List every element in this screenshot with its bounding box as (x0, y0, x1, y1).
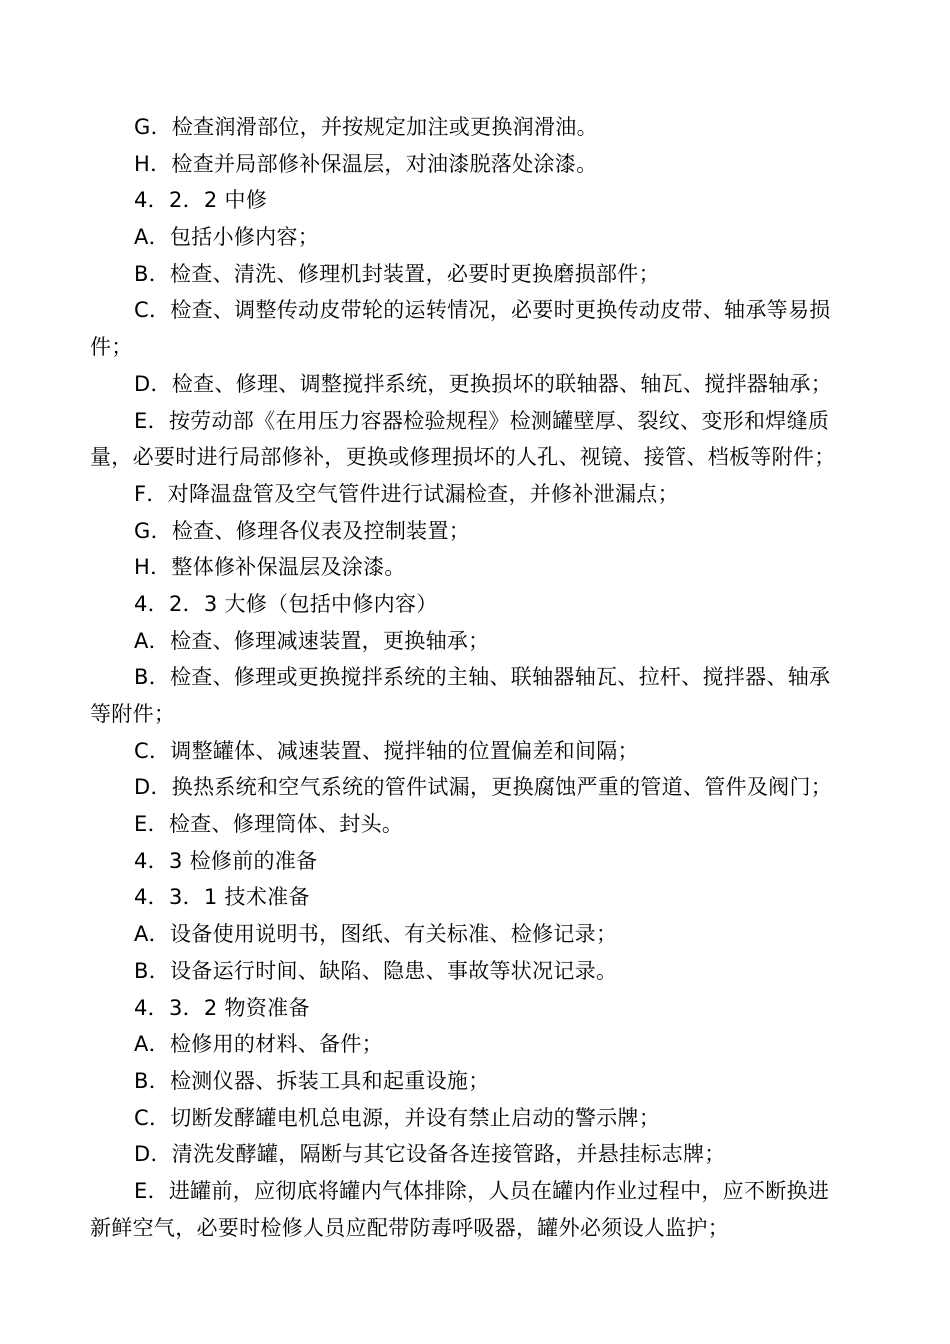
text-line: F．对降温盘管及空气管件进行试漏检查，并修补泄漏点； (134, 481, 679, 506)
text-line: B．检查、修理或更换搅拌系统的主轴、联轴器轴瓦、拉杆、搅拌器、轴承 (134, 665, 831, 690)
text-line: C．调整罐体、减速装置、搅拌轴的位置偏差和间隔； (134, 738, 639, 763)
text-line-continuation: 量，必要时进行局部修补，更换或修理损坏的人孔、视镜、接管、档板等附件； (90, 445, 836, 470)
text-line: E．按劳动部《在用压力容器检验规程》检测罐壁厚、裂纹、变形和焊缝质 (134, 408, 830, 433)
text-line: A．检修用的材料、备件； (134, 1032, 383, 1057)
text-line: A．设备使用说明书，图纸、有关标准、检修记录； (134, 922, 618, 947)
text-line: C．检查、调整传动皮带轮的运转情况，必要时更换传动皮带、轴承等易损 (134, 298, 831, 323)
text-line: B．检查、清洗、修理机封装置，必要时更换磨损部件； (134, 261, 660, 286)
text-line-continuation: 新鲜空气，必要时检修人员应配带防毒呼吸器，罐外必须设人监护； (90, 1215, 729, 1240)
text-line: A．包括小修内容； (134, 225, 320, 250)
text-line: D．换热系统和空气系统的管件试漏，更换腐蚀严重的管道、管件及阀门； (134, 775, 833, 800)
section-heading: 4．2．2 中修 (134, 188, 268, 213)
text-line: H．整体修补保温层及涂漆。 (134, 555, 406, 580)
text-line-continuation: 件； (90, 335, 133, 360)
text-line: E．检查、修理筒体、封头。 (134, 812, 404, 837)
text-line: B．设备运行时间、缺陷、隐患、事故等状况记录。 (134, 958, 618, 983)
text-line: E．进罐前，应彻底将罐内气体排除，人员在罐内作业过程中，应不断换进 (134, 1178, 830, 1203)
document-body (90, 109, 870, 1246)
text-line: G．检查润滑部位，并按规定加注或更换润滑油。 (134, 115, 598, 139)
text-line: C．切断发酵罐电机总电源，并设有禁止启动的警示牌； (134, 1105, 661, 1130)
text-line: B．检测仪器、拆装工具和起重设施； (134, 1068, 490, 1093)
section-heading: 4．3．1 技术准备 (134, 885, 310, 910)
section-heading: 4．3 检修前的准备 (134, 848, 318, 873)
text-line-continuation: 等附件； (90, 702, 176, 726)
text-line: D．检查、修理、调整搅拌系统，更换损坏的联轴器、轴瓦、搅拌器轴承； (134, 371, 833, 396)
text-line: A．检查、修理减速装置，更换轴承； (134, 628, 490, 653)
text-line: G．检查、修理各仪表及控制装置； (134, 518, 471, 543)
text-line: H．检查并局部修补保温层，对油漆脱落处涂漆。 (134, 151, 598, 176)
section-heading: 4．2．3 大修（包括中修内容） (134, 591, 438, 616)
section-heading: 4．3．2 物资准备 (134, 995, 310, 1020)
text-line: D．清洗发酵罐，隔断与其它设备各连接管路，并悬挂标志牌； (134, 1142, 726, 1167)
